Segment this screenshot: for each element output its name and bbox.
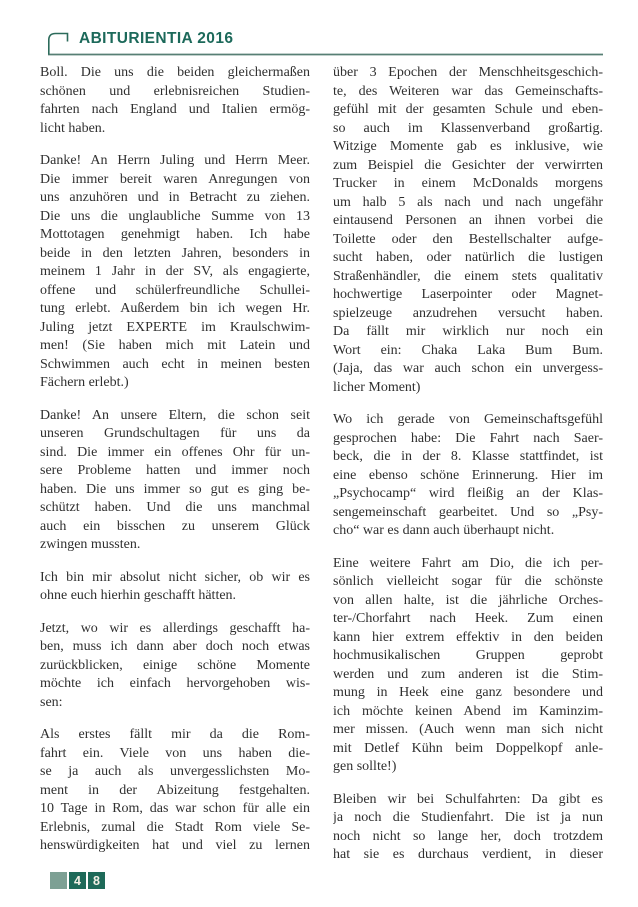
text-line: hochwertige Laserpointer oder Magnet- <box>333 287 603 302</box>
page-number-digit: 4 <box>69 872 86 889</box>
text-line: Als erstes fällt mir da die Rom- <box>40 727 310 742</box>
text-line: Ich bin mir absolut nicht sicher, ob wir es <box>40 569 310 585</box>
text-line: haben. Die uns immer so gut es ging be- <box>40 481 310 497</box>
text-line: Juling jetzt EXPERTE im Kraulschwim- <box>40 319 310 335</box>
text-line: sind. Die immer ein offenes Ohr für un- <box>40 444 310 460</box>
text-line: schönen und erlebnisreichen Studien- <box>40 83 310 99</box>
text-line: Da fällt mir wirklich nur noch ein <box>333 324 603 339</box>
text-line: se ja auch als unvergesslichsten Mo- <box>40 764 310 779</box>
text-line: tung erlebt. Außerdem bin ich wegen Hr. <box>40 301 310 316</box>
page-number-digit: 8 <box>88 872 105 889</box>
text-line: meinem 1 Jahr in der SV, als engagierte, <box>40 264 310 279</box>
text-line: Witzige Momente gab es inklusive, wie <box>333 139 603 154</box>
paragraph <box>40 152 310 393</box>
text-line: spielzeuge anzudrehen versucht haben. <box>333 305 603 321</box>
text-line: licher Moment) <box>333 379 421 395</box>
text-line: sönlich vielleicht sogar für die schönste <box>333 574 603 589</box>
text-column-left <box>40 64 310 856</box>
text-line: noch nicht so lange her, doch trotzdem <box>333 828 603 844</box>
text-line: beide in den letzten Jahren, besonders in <box>40 245 310 261</box>
text-line: von allen halte, ist die jährliche Orches- <box>333 592 603 608</box>
paragraph <box>333 791 603 865</box>
text-line: gen sollte!) <box>333 759 397 774</box>
paragraph <box>40 569 310 606</box>
text-column-right <box>333 64 603 865</box>
text-line: sen: <box>40 694 63 710</box>
text-line: hat sie es durchaus verdient, in dieser <box>333 847 603 862</box>
text-line: beck, die in der 8. Klasse stattfindet, ist <box>333 449 603 464</box>
text-line: zwingen mussten. <box>40 537 141 552</box>
text-line: sengemeinschaft gearbeitet. Und so „Psy- <box>333 504 603 520</box>
text-line: fahrt ein. Viele von uns haben die- <box>40 745 310 761</box>
text-line: möchte ich einfach hervorgehoben wis- <box>40 676 310 691</box>
text-line: so auch im Klassenverband großartig. <box>333 120 603 136</box>
text-line: mit Detlef Kühn beim Doppelkopf anle- <box>333 740 603 756</box>
text-line: Eine weitere Fahrt am Dio, die ich per- <box>333 555 603 571</box>
text-line: 10 Tage in Rom, das war schon für alle ein <box>40 801 310 816</box>
text-line: (Jaja, das war auch schon ein unvergess- <box>333 361 603 376</box>
text-line: ter-/Chorfahrt nach Heek. Zum einen <box>333 611 603 626</box>
page-number-marker-square <box>50 872 67 889</box>
text-line: Fächern erlebt.) <box>40 375 129 390</box>
text-line: Schwimmen auch echt in meinen besten <box>40 356 310 372</box>
text-line: ment in der Abizeitung festgehalten. <box>40 782 310 798</box>
paragraph <box>333 411 603 541</box>
paragraph <box>40 64 310 138</box>
text-line: ben, muss ich dann aber doch noch etwas <box>40 639 310 654</box>
text-line: licht haben. <box>40 120 106 136</box>
text-line: zurückblicken, einige schöne Momente <box>40 657 310 673</box>
text-line: men! (Sie haben mich mit Latein und <box>40 338 310 353</box>
text-line: auch ein bisschen zu unserem Glück <box>40 518 310 534</box>
text-line: te, des Weiteren war das Gemeinschafts- <box>333 83 603 99</box>
text-line: schützt haben. Und die uns manchmal <box>40 500 310 515</box>
text-line: Straßenhändler, die einem stets qualitativ <box>333 268 603 284</box>
text-line: Mottotagen genehmigt haben. Ich habe <box>40 227 310 242</box>
text-line: gesprochen habe: Die Fahrt nach Saer- <box>333 430 603 446</box>
text-line: hochmusikalischen Gruppen geprobt <box>333 648 603 663</box>
paragraph <box>40 726 310 856</box>
text-line: Toilette oder den Bestellschalter aufge- <box>333 231 603 247</box>
text-line: unseren Grundschultagen für uns da <box>40 426 310 441</box>
text-line: Danke! An unsere Eltern, die schon seit <box>40 407 310 423</box>
text-line: um halb 5 als nach und nach ungefähr <box>333 194 603 210</box>
text-line: Wort ein: Chaka Laka Bum Bum. <box>333 342 603 358</box>
text-line: gefühl mit der gesamten Schule und eben- <box>333 102 603 117</box>
text-line: offene und schülerfreundliche Schullei- <box>40 282 310 298</box>
text-line: ohne euch hierhin geschafft hätten. <box>40 588 237 603</box>
text-line: ja noch die Studienfahrt. Die ist ja nun <box>333 810 603 825</box>
text-line: Boll. Die uns die beiden gleichermaßen <box>40 65 310 80</box>
footer-page-number <box>50 872 105 889</box>
paragraph <box>333 555 603 777</box>
paragraph <box>40 620 310 713</box>
text-line: über 3 Epochen der Menschheitsgeschich- <box>333 65 603 80</box>
text-line: Die immer bereit waren Anregungen von <box>40 171 310 187</box>
text-line: mung in Heek eine ganz besondere und <box>333 685 603 700</box>
text-line: Erlebnis, zumal die Stadt Rom viele Se- <box>40 819 310 835</box>
page-title: ABITURIENTIA 2016 <box>79 30 234 47</box>
text-line: Danke! An Herrn Juling und Herrn Meer. <box>40 153 310 168</box>
text-line: Jetzt, wo wir es allerdings geschafft ha- <box>40 620 310 636</box>
text-line: „Psychocamp“ wird fleißig an der Klas- <box>333 486 603 501</box>
text-line: kann hier extrem effektiv in den beiden <box>333 629 603 645</box>
text-line: eintausend Personen an ihnen vorbei die <box>333 213 603 228</box>
text-line: eine ebenso schöne Erinnerung. Hier im <box>333 467 603 483</box>
text-line: Wo ich gerade von Gemeinschaftsgefühl <box>333 412 603 427</box>
text-line: sere Probleme hatten und immer noch <box>40 463 310 478</box>
text-line: werden und zum anderen ist die Stim- <box>333 666 603 682</box>
paragraph <box>40 407 310 555</box>
text-line: ich möchte keinen Abend im Kaminzim- <box>333 703 603 719</box>
text-line: mer missen. (Auch wenn man sich nicht <box>333 722 603 737</box>
text-line: henswürdigkeiten hat und viel zu lernen <box>40 838 310 853</box>
text-line: Trucker in einem McDonalds morgens <box>333 176 603 191</box>
text-line: uns anzuhören und in Betracht zu ziehen. <box>40 190 310 205</box>
text-line: Die uns die unglaubliche Summe von 13 <box>40 208 310 224</box>
text-line: cho“ war es dann auch überhaupt nicht. <box>333 523 555 538</box>
text-line: Bleiben wir bei Schulfahrten: Da gibt es <box>333 791 603 807</box>
text-line: zum Beispiel die Gesichter der verwirrten <box>333 157 603 173</box>
paragraph <box>333 64 603 397</box>
text-line: fahrten nach England und Italien ermög- <box>40 102 310 117</box>
text-line: sucht haben, oder natürlich die lustigen <box>333 250 603 265</box>
